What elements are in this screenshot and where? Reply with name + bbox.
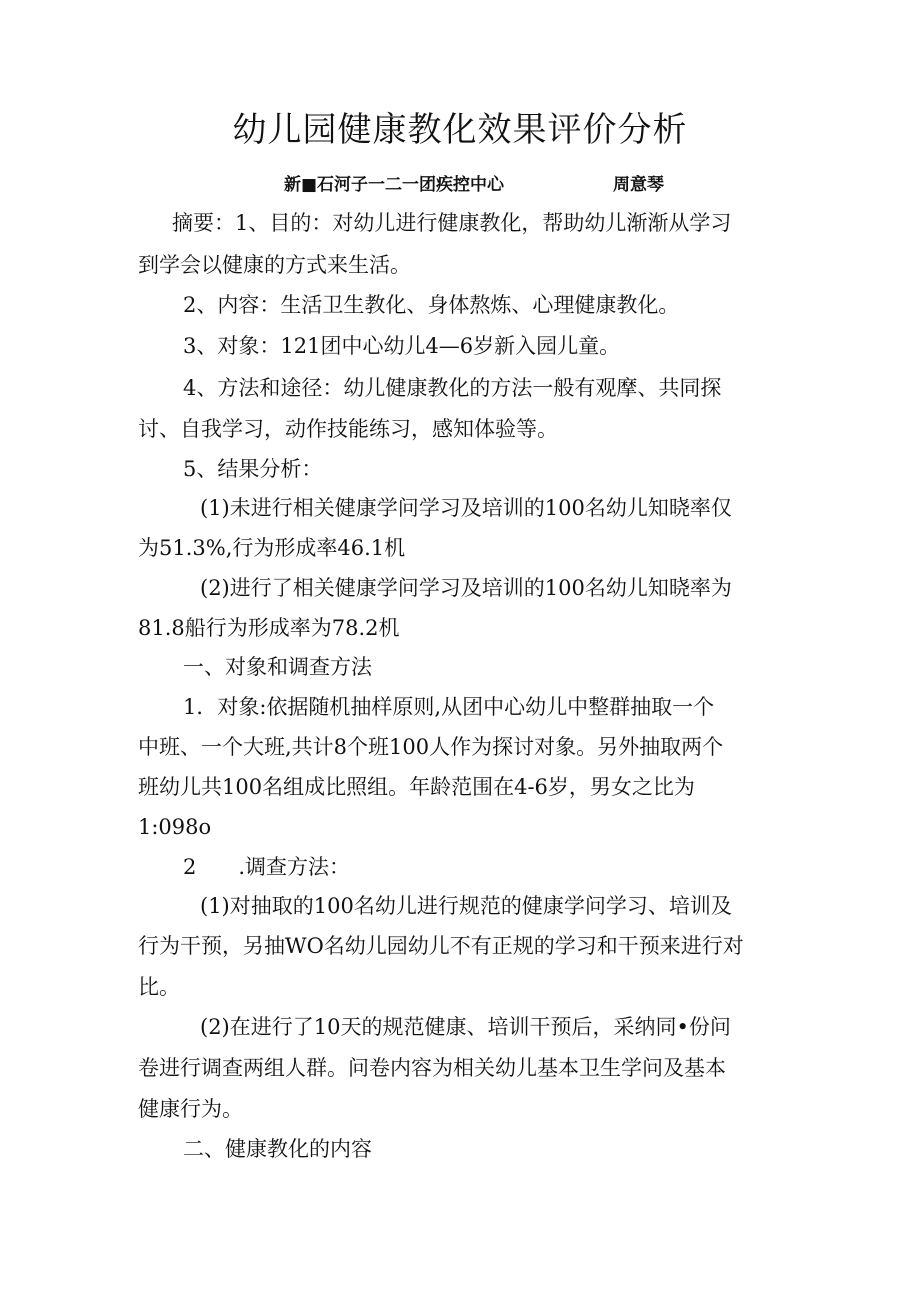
section-1-heading: 一、对象和调查方法 — [183, 655, 372, 679]
survey-method-2-line-1: (2)在进行了10天的规范健康、培训干预后，采纳同•份问 — [200, 1015, 731, 1039]
result-2-line-1: (2)进行了相关健康学问学习及培训的100名幼儿知晓率为 — [200, 576, 732, 600]
survey-method-2-line-2: 卷进行调查两组人群。问卷内容为相关幼儿基本卫生学问及基本 — [138, 1056, 726, 1080]
abstract-line-1: 摘要：1、目的：对幼儿进行健康教化，帮助幼儿渐渐从学习 — [172, 211, 732, 235]
section-1-subject-line-1: 1．对象:依据随机抽样原则,从团中心幼儿中整群抽取一个 — [183, 695, 715, 719]
abstract-content: 2、内容：生活卫生教化、身体熬炼、心理健康教化。 — [183, 293, 680, 317]
abstract-line-2: 到学会以健康的方式来生活。 — [138, 253, 411, 277]
section-1-subject-line-2: 中班、一个大班,共计8个班100人作为探讨对象。另外抽取两个 — [138, 735, 724, 759]
result-1-line-1: (1)未进行相关健康学问学习及培训的100名幼儿知晓率仅 — [200, 496, 732, 520]
section-1-subject-line-3: 班幼儿共100名组成比照组。年龄范围在4-6岁，男女之比为 — [138, 775, 695, 799]
abstract-results-heading: 5、结果分析： — [183, 457, 323, 481]
affiliation: 新■石河子一二一团疾控中心 — [284, 175, 505, 195]
document-title: 幼儿园健康教化效果评价分析 — [232, 110, 688, 150]
section-1-subject-line-4: 1:098o — [138, 815, 212, 839]
survey-method-2-line-3: 健康行为。 — [138, 1097, 243, 1121]
section-2-heading: 二、健康教化的内容 — [183, 1137, 372, 1161]
abstract-method-line-2: 讨、自我学习，动作技能练习，感知体验等。 — [138, 417, 558, 441]
abstract-method-line-1: 4、方法和途径：幼儿健康教化的方法一般有观摩、共同探 — [183, 376, 722, 400]
survey-method-1-line-2: 行为干预，另抽WO名幼儿园幼儿不有正规的学习和干预来进行对 — [138, 934, 744, 958]
author-name: 周意琴 — [613, 175, 664, 195]
abstract-subject: 3、对象：121团中心幼儿4—6岁新入园儿童。 — [183, 334, 621, 358]
survey-method-1-line-3: 比。 — [138, 975, 180, 999]
result-1-line-2: 为51.3%,行为形成率46.1机 — [138, 536, 406, 560]
result-2-line-2: 81.8船行为形成率为78.2机 — [138, 616, 400, 640]
survey-method-heading: 2 .调查方法： — [183, 855, 351, 879]
author-line — [0, 172, 920, 198]
survey-method-1-line-1: (1)对抽取的100名幼儿进行规范的健康学问学习、培训及 — [200, 894, 732, 918]
